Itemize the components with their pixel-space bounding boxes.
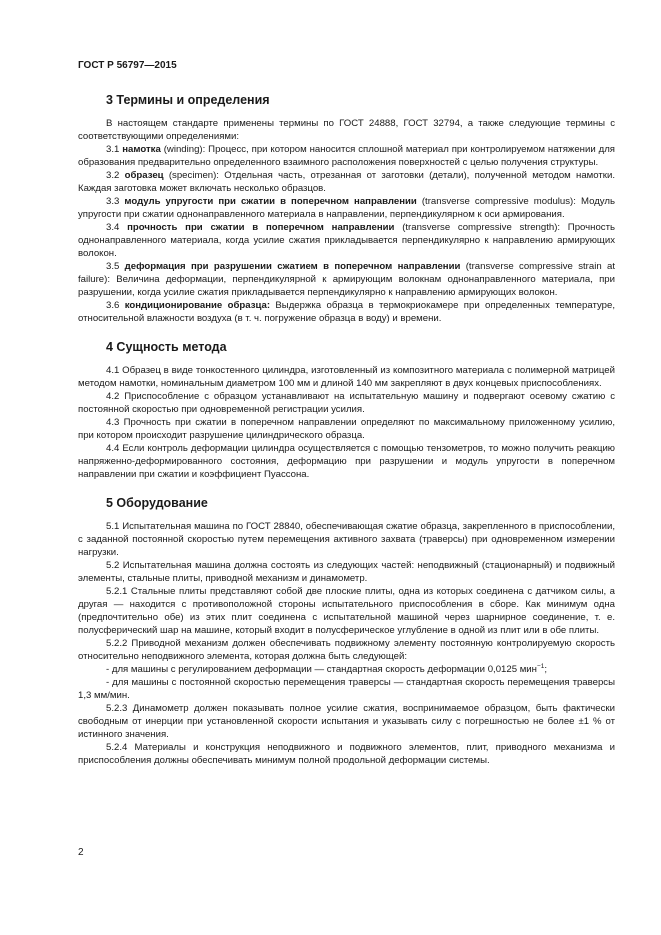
term-definition: Выдержка образца в термокриокамере при определенных температуре, относительной влажности воздуха (в т. ч. погружение образца в воду) и времени.: [78, 300, 615, 324]
paragraph-5-2-1: 5.2.1 Стальные плиты представляют собой две плоские плиты, одна из которых соединена с датчиком силы, а другая — находится с противоположной стороны испытательного приспособления в сборе. Как минимум одна (предпочтительно обе) из этих плит соединена с испытательной машиной через шарнирное соединение, т. е. полусферический шар на машине, который входит в полусферическое углубление в одной из плит или в обе плиты.: [78, 586, 615, 636]
paragraph-5-2: 5.2 Испытательная машина должна состоять из следующих частей: неподвижный (стационарный) и подвижный элементы, стальные плиты, приводной механизм и динамометр.: [78, 560, 615, 584]
paragraph-4-3: 4.3 Прочность при сжатии в поперечном направлении определяют по максимальному приложенному усилию, при котором происходит разрушение цилиндрического образца.: [78, 417, 615, 441]
document-code: ГОСТ Р 56797—2015: [78, 60, 177, 71]
list-item-end: ;: [544, 664, 548, 675]
paragraph-4-4: 4.4 Если контроль деформации цилиндра осуществляется с помощью тензометров, то можно получить реакцию напряженно-деформированного состояния, деформацию при разрушении и модуль упругости в поперечном направлении при сжатии и коэффициент Пуассона.: [78, 443, 615, 480]
term-name: образец: [124, 170, 164, 181]
list-item-strain-rate: [78, 663, 615, 676]
paragraph-5-2-3: 5.2.3 Динамометр должен показывать полное усилие сжатия, воспринимаемое образцом, быть фактически свободным от инерции при установленной скорости испытания и указывать силу с погрешностью не более ±1 % от истинного значения.: [78, 703, 615, 740]
term-3-3: [78, 195, 615, 221]
section-5: [78, 495, 615, 767]
term-definition: (transverse compressive strength): Прочность однонаправленного материала, когда усилие сжатия прикладывается перпендикулярно к направлению армирующих волокон.: [78, 222, 615, 259]
term-number: 3.1: [106, 144, 123, 155]
section-3-intro: В настоящем стандарте применены термины по ГОСТ 24888, ГОСТ 32794, а также следующие термины с соответствующими определениями:: [78, 118, 615, 142]
term-number: 3.3: [106, 196, 125, 207]
term-number: 3.6: [106, 300, 125, 311]
term-3-5: [78, 260, 615, 299]
term-3-4: [78, 221, 615, 260]
list-item-text: - для машины с регулированием деформации — стандартная скорость деформации 0,0125 мин: [106, 664, 537, 675]
list-item-crosshead-speed: - для машины с постоянной скоростью перемещения траверсы — стандартная скорость перемещения траверсы 1,3 мм/мин.: [78, 677, 615, 701]
section-5-title: 5 Оборудование: [106, 496, 208, 510]
paragraph-5-1: 5.1 Испытательная машина по ГОСТ 28840, обеспечивающая сжатие образца, закрепленного в приспособлении, с заданной постоянной скоростью путем перемещения активного захвата (траверсы) при одновременном измерении нагрузки.: [78, 521, 615, 558]
section-3: [78, 92, 615, 325]
term-3-6: [78, 299, 615, 325]
paragraph-4-2: 4.2 Приспособление с образцом устанавливают на испытательную машину и подвергают осевому сжатию с постоянной скоростью при одновременной регистрации усилия.: [78, 391, 615, 415]
exponent: −1: [536, 662, 545, 670]
term-definition: (specimen): Отдельная часть, отрезанная от заготовки (детали), полученной методом намотки. Каждая заготовка может включать несколько образцов.: [78, 170, 615, 194]
term-number: 3.2: [106, 170, 125, 181]
term-definition: (transverse compressive modulus): Модуль упругости при сжатии однонаправленного материала в направлении, перпендикулярном к оси армирования.: [78, 196, 615, 220]
term-3-1: [78, 143, 615, 169]
paragraph-5-2-4: 5.2.4 Материалы и конструкция неподвижного и подвижного элементов, плит, приводного механизма и приспособления должны обеспечивать минимум полной продольной деформации системы.: [78, 742, 615, 766]
term-name: деформация при разрушении сжатием в поперечном направлении: [124, 261, 461, 272]
paragraph-4-1: 4.1 Образец в виде тонкостенного цилиндра, изготовленный из композитного материала с полимерной матрицей методом намотки, номинальным диаметром 100 мм и длиной 140 мм закрепляют в двух концевых приспособлениях.: [78, 365, 615, 389]
term-number: 3.5: [106, 261, 125, 272]
term-name: кондиционирование образца:: [124, 300, 271, 311]
term-name: намотка: [122, 144, 161, 155]
section-4: [78, 339, 615, 481]
paragraph-5-2-2: 5.2.2 Приводной механизм должен обеспечивать подвижному элементу постоянную контролируемую скорость относительно неподвижного элемента, которая должна быть следующей:: [78, 638, 615, 662]
page-number: 2: [78, 847, 84, 858]
term-definition: (winding): Процесс, при котором наносится сплошной материал при контролируемом натяжении для образования предварительно определенного взаимного расположения поверхностей с целью получения структуры.: [78, 144, 615, 168]
term-name: прочность при сжатии в поперечном направлении: [127, 222, 395, 233]
page-content: [78, 92, 615, 781]
section-3-title: 3 Термины и определения: [106, 93, 270, 107]
term-name: модуль упругости при сжатии в поперечном направлении: [124, 196, 417, 207]
term-3-2: [78, 169, 615, 195]
term-number: 3.4: [106, 222, 128, 233]
section-4-title: 4 Сущность метода: [106, 340, 227, 354]
term-definition: (transverse compressive strain at failure): Величина деформации, перпендикулярной к армирующим волокнам однонаправленного материала, при разрушении, когда усилие сжатия прикладывается перпендикулярно к направлению армирующих волокон.: [78, 261, 616, 298]
